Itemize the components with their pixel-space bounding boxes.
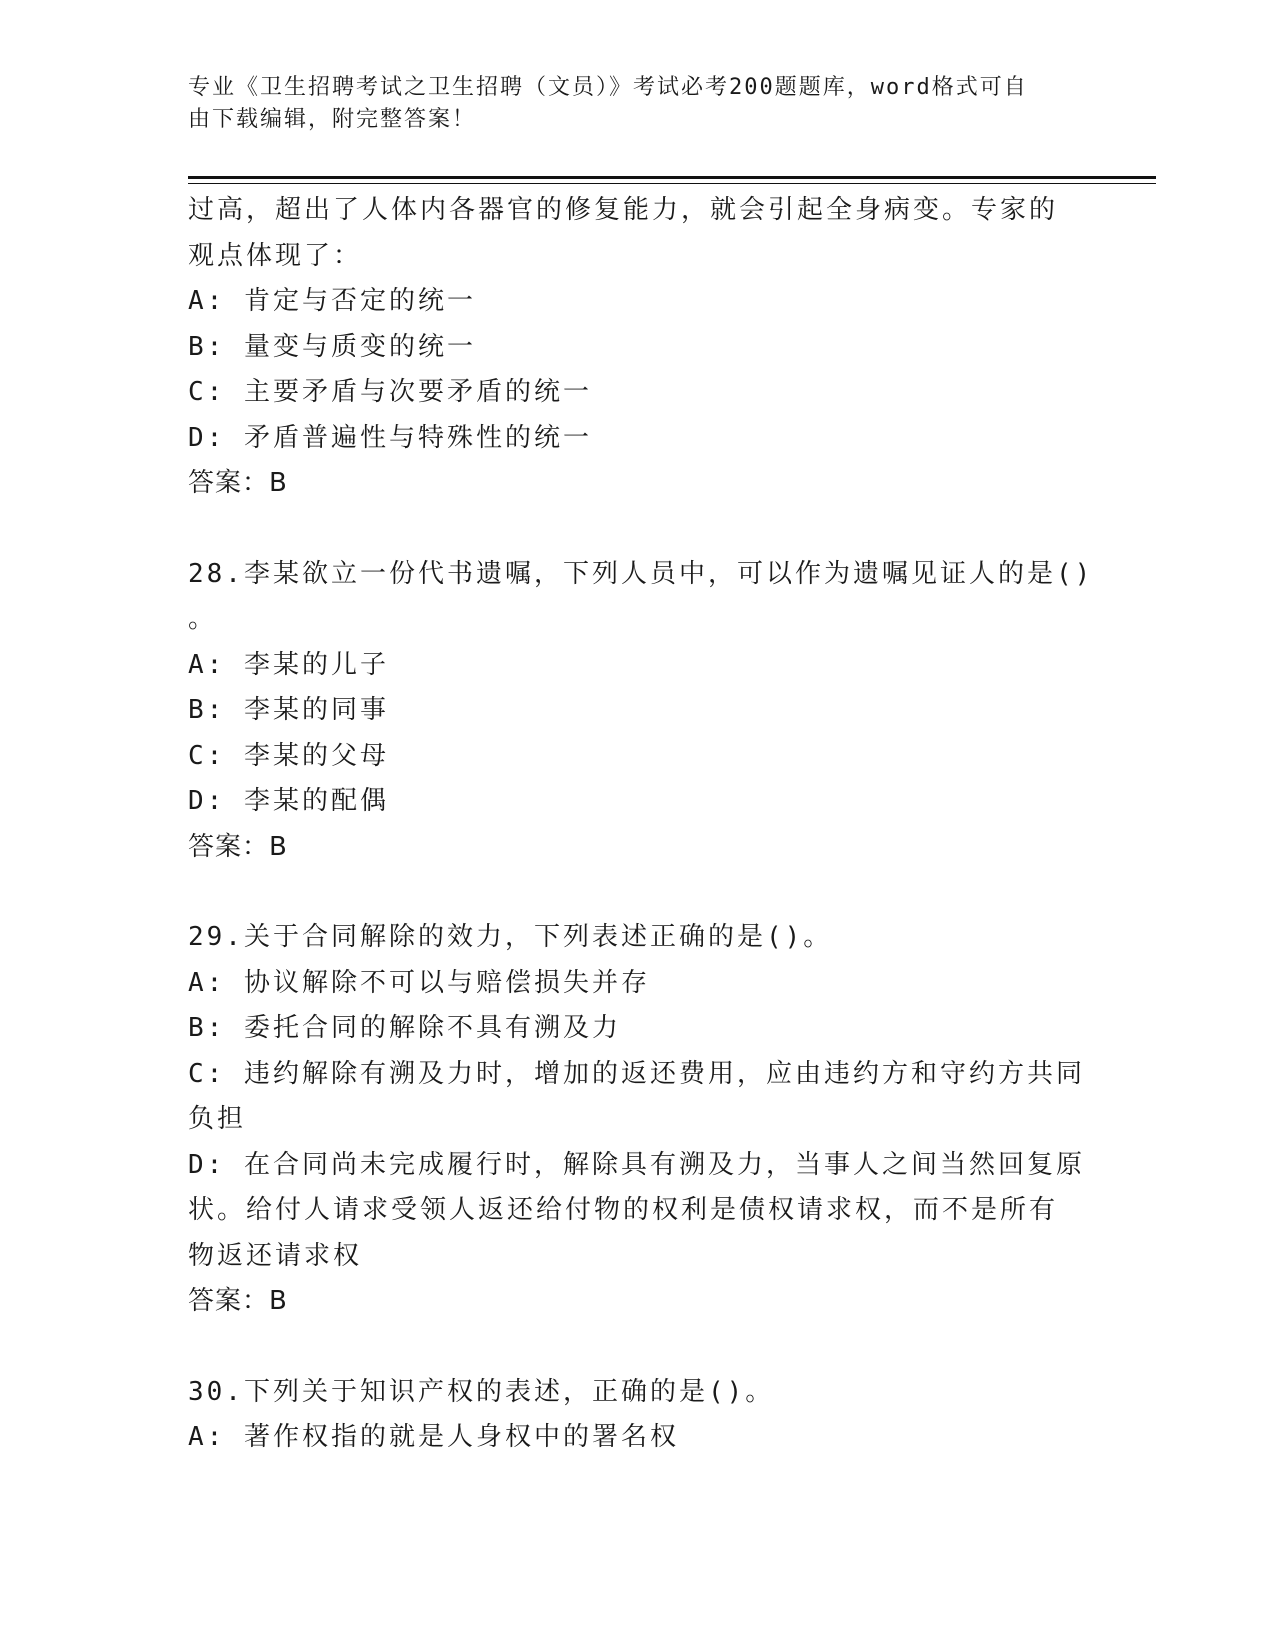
option-b: B: 委托合同的解除不具有溯及力 (188, 1013, 621, 1043)
option-c-continued: 负担 (188, 1104, 247, 1134)
answer-label: 答案：B (188, 468, 288, 498)
answer-label: 答案：B (188, 831, 288, 862)
question-30 (188, 1370, 1078, 1461)
header-rule-thin (188, 183, 1156, 184)
question-spacer (188, 507, 1078, 552)
question-stem: 。 (188, 604, 218, 634)
option-d-continued: 物返还请求权 (188, 1240, 363, 1271)
option-d: D: 李某的配偶 (188, 786, 389, 816)
option-c: C: 主要矛盾与次要矛盾的统一 (188, 377, 592, 407)
page-header (188, 72, 1068, 136)
option-a: A: 李某的儿子 (188, 649, 389, 680)
question-stem: 29.关于合同解除的效力，下列表述正确的是()。 (188, 922, 833, 952)
question-spacer (188, 1325, 1078, 1370)
question-stem: 过高，超出了人体内各器官的修复能力，就会引起全身病变。专家的 (188, 195, 1059, 225)
option-b: B: 量变与质变的统一 (188, 331, 476, 362)
question-28 (188, 552, 1094, 871)
option-d-continued: 状。给付人请求受领人返还给付物的权利是债权请求权，而不是所有 (188, 1195, 1059, 1225)
header-line-2: 由下载编辑，附完整答案！ (188, 107, 477, 132)
option-d: D: 在合同尚未完成履行时，解除具有溯及力，当事人之间当然回复原 (188, 1149, 1085, 1180)
answer-label: 答案：B (188, 1286, 288, 1316)
question-stem: 30.下列关于知识产权的表述，正确的是()。 (188, 1376, 775, 1407)
option-d: D: 矛盾普遍性与特殊性的统一 (188, 422, 592, 453)
question-stem: 观点体现了： (188, 240, 363, 271)
option-c: C: 违约解除有溯及力时，增加的返还费用，应由违约方和守约方共同 (188, 1058, 1085, 1089)
question-content (188, 188, 1094, 1461)
option-a: A: 著作权指的就是人身权中的署名权 (188, 1422, 679, 1452)
question-29 (188, 915, 1085, 1325)
header-line-1: 专业《卫生招聘考试之卫生招聘（文员）》考试必考200题题库，word格式可自 (188, 75, 1028, 100)
question-stem: 28.李某欲立一份代书遗嘱，下列人员中，可以作为遗嘱见证人的是() (188, 558, 1094, 589)
option-b: B: 李某的同事 (188, 695, 389, 725)
option-c: C: 李某的父母 (188, 740, 389, 771)
option-a: A: 协议解除不可以与赔偿损失并存 (188, 967, 650, 998)
header-rule-thick (188, 176, 1156, 179)
question-spacer (188, 870, 1078, 915)
option-a: A: 肯定与否定的统一 (188, 286, 476, 316)
question-27 (188, 188, 1078, 507)
